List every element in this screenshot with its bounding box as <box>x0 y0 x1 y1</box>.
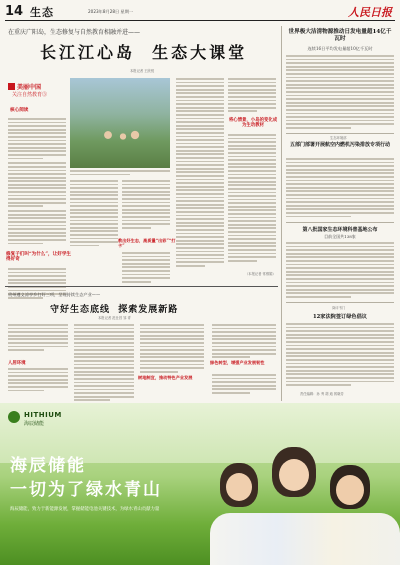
ad-tagline: 海辰储能，致力于新能源发展，掌握储能电池关键技术，为绿水青山贡献力量 <box>10 507 160 512</box>
ad-brand-en: HITHIUM <box>24 411 62 419</box>
masthead <box>0 0 400 22</box>
section-title: 生态 <box>30 6 54 19</box>
lead-subhead-2: 教出好生态，高质量“出彩”“打卡” <box>118 238 176 248</box>
lead-subhead-1: 修复子们叫“为什么”，让好学生得好奇 <box>6 252 72 263</box>
ad-children-photo <box>210 443 400 565</box>
lead-body-col3b <box>122 252 170 284</box>
ad-slogan-line2: 一切为了绿水青山 <box>10 480 162 500</box>
story-a-body <box>286 55 394 130</box>
ad-brand-cn: 海辰储能 <box>24 421 45 427</box>
second-byline: 本报记者 范仕昌 邹 青 <box>98 316 131 320</box>
ad-banner <box>0 403 400 565</box>
footer-editors: 责任编辑：孙 秀 胡 迪 郭晓芳 <box>300 392 344 396</box>
story-c-title: 第八批国家生态环境科普基地公布 <box>302 227 378 233</box>
second-body-col4b <box>212 374 276 396</box>
story-d-body <box>286 323 394 388</box>
lead-body-col3 <box>122 180 170 230</box>
lead-headline: 长江江心岛 生态大课堂 <box>40 43 248 62</box>
story-c-body <box>286 242 394 300</box>
second-body-col3 <box>140 324 204 374</box>
story-b-title: 五部门部署开展航空内燃机污染排放专项行动 <box>289 142 390 148</box>
second-body-col1 <box>8 324 68 353</box>
child-3-face <box>336 475 364 505</box>
second-body-col1b <box>8 368 68 393</box>
ad-slogan-line1: 海辰储能 <box>10 456 86 476</box>
story-b-body <box>286 158 394 219</box>
second-body-col2 <box>74 324 134 403</box>
date-line: 2023年8月28日 星期一 <box>88 9 134 14</box>
divider-b <box>286 222 394 223</box>
lead-photo-caption <box>70 170 170 177</box>
story-d-kicker: 岗评书门 <box>332 306 346 310</box>
china-flag-icon <box>8 83 15 90</box>
second-subhead-1: 人居环境 <box>8 361 26 366</box>
story-a-sub: 连续16日平均发电量超10亿千瓦时 <box>307 46 373 51</box>
second-subhead-3: 绿色转型，增强产业发展韧性 <box>210 360 265 365</box>
lead-body-col5 <box>228 78 276 114</box>
column-sub: 关注自然教育③ <box>12 92 48 98</box>
paper-logo: 人民日报 <box>348 6 392 19</box>
divider-a <box>286 133 394 134</box>
second-body-col4 <box>212 324 276 360</box>
lead-body-col5b <box>228 134 276 263</box>
lead-byline: 本报记者 王欣悦 <box>130 69 155 73</box>
column-badge <box>8 82 64 104</box>
second-kicker: 贵州遵义凉亭乡打好三项，呈现持续生态产业—— <box>8 292 101 297</box>
column-label: 美丽中国 <box>17 84 42 91</box>
lead-body-col4 <box>176 78 224 268</box>
lead-body-col2 <box>70 180 118 248</box>
child-1-face <box>226 473 252 501</box>
children-clothes <box>210 513 400 565</box>
divider-c <box>286 302 394 303</box>
masthead-rule <box>5 20 395 21</box>
story-a-title: 世界极大洁清物源推动日发电量超14亿千瓦时 <box>288 29 392 42</box>
story-c-sub: 目前全国共138家 <box>324 234 356 239</box>
lead-kicker: 在重庆广阳岛，生态修复与自然教育相融并进—— <box>8 29 141 36</box>
story-b-kicker: 生态环境部 <box>330 136 347 140</box>
section-number: 14 <box>5 4 24 19</box>
core-reading-label: 核心阅读 <box>10 108 29 113</box>
lead-subhead-3: 将心情景，小岛的变化成为生动教材 <box>228 118 278 129</box>
child-2-face <box>279 459 309 491</box>
story-d-title: 12家法院签订绿色倡议 <box>313 314 367 320</box>
second-subhead-2: 树地制宜，推动特色产业发展 <box>138 375 193 380</box>
photo-children-group <box>90 123 150 153</box>
lead-body-col1 <box>8 118 66 246</box>
hithium-logo-icon <box>8 411 20 423</box>
second-headline: 守好生态底线 探索发展新路 <box>50 305 179 315</box>
column-divider <box>281 26 282 401</box>
lead-reporter-note: （本报记者 常维娟） <box>245 272 276 276</box>
divider-second <box>5 286 278 287</box>
lead-photo <box>70 78 170 168</box>
